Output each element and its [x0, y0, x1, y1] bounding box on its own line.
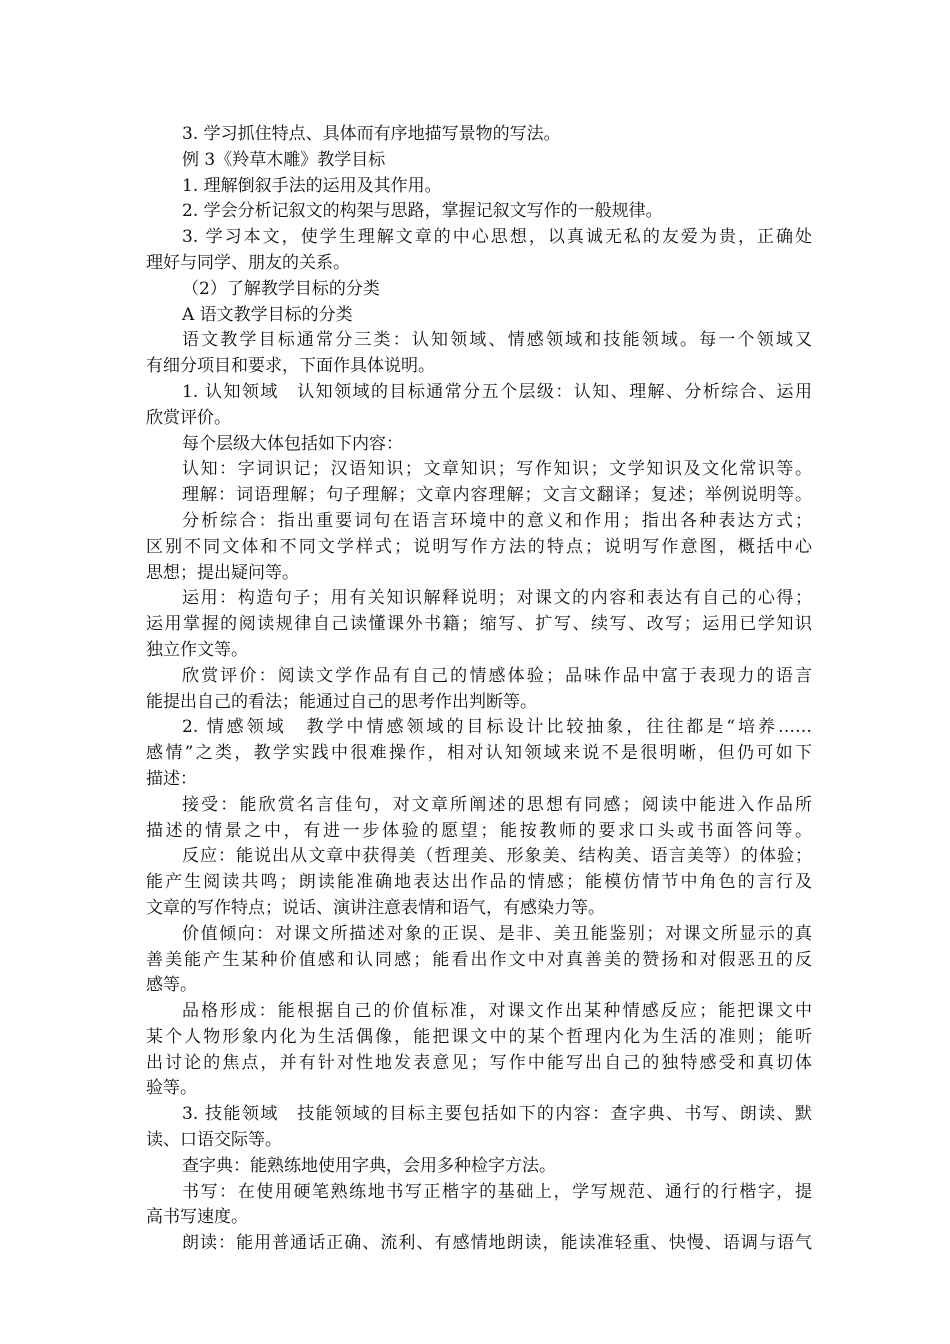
text-line: 每个层级大体包括如下内容： [182, 433, 403, 454]
text-line: 朗读：能用普通话正确、流利、有感情地朗读，能读准轻重、快慢、语调与语气 [182, 1233, 812, 1254]
text-line: 品格形成：能根据自己的价值标准，对课文作出某种情感反应；能把课文中 [182, 1001, 812, 1022]
text-line: 欣赏评价：阅读文学作品有自己的情感体验；品味作品中富于表现力的语言 [182, 665, 812, 686]
text-line: 理好与同学、朋友的关系。 [146, 252, 350, 273]
text-line: 区别不同文体和不同文学样式；说明写作方法的特点；说明写作意图，概括中心 [146, 536, 812, 557]
text-line: A 语文教学目标的分类 [182, 304, 353, 325]
text-line: （2）了解教学目标的分类 [182, 278, 380, 299]
text-line: 欣赏评价。 [146, 407, 231, 428]
text-line: 有细分项目和要求，下面作具体说明。 [146, 356, 435, 377]
text-line: 分析综合：指出重要词句在语言环境中的意义和作用；指出各种表达方式； [182, 510, 812, 531]
text-line: 文章的写作特点；说话、演讲注意表情和语气，有感染力等。 [146, 897, 605, 918]
text-line: 描述： [146, 768, 197, 789]
text-line: 某个人物形象内化为生活偶像，能把课文中的某个哲理内化为生活的准则；能听 [146, 1026, 812, 1047]
text-line: 3. 学习本文，使学生理解文章的中心思想，以真诚无私的友爱为贵，正确处 [182, 227, 812, 248]
text-line: 价值倾向：对课文所描述对象的正误、是非、美丑能鉴别；对课文所显示的真 [182, 923, 812, 944]
text-line: 2. 情感领域 教学中情感领域的目标设计比较抽象，往往都是“培养…… [182, 717, 812, 738]
text-line: 接受：能欣赏名言佳句，对文章所阐述的思想有同感；阅读中能进入作品所 [182, 794, 812, 815]
text-line: 查字典：能熟练地使用字典，会用多种检字方法。 [182, 1155, 556, 1176]
text-line: 能产生阅读共鸣；朗读能准确地表达出作品的情感；能模仿情节中角色的言行及 [146, 872, 812, 893]
text-line: 善美能产生某种价值感和认同感；能看出作文中对真善美的赞扬和对假恶丑的反 [146, 949, 812, 970]
text-line: 3. 技能领域 技能领域的目标主要包括如下的内容：查字典、书写、朗读、默 [182, 1104, 812, 1125]
text-line: 感等。 [146, 975, 197, 996]
text-line: 运用掌握的阅读规律自己读懂课外书籍；缩写、扩写、续写、改写；运用已学知识 [146, 614, 812, 635]
text-line: 验等。 [146, 1078, 197, 1099]
text-line: 高书写速度。 [146, 1207, 248, 1228]
text-line: 思想；提出疑问等。 [146, 562, 299, 583]
document-page [146, 122, 812, 1257]
text-line: 2. 学会分析记叙文的构架与思路，掌握记叙文写作的一般规律。 [182, 201, 663, 222]
text-line: 认知：字词识记；汉语知识；文章知识；写作知识；文学知识及文化常识等。 [182, 459, 812, 480]
text-line: 1. 认知领域 认知领域的目标通常分五个层级：认知、理解、分析综合、运用 [182, 381, 812, 402]
text-line: 读、口语交际等。 [146, 1130, 282, 1151]
text-line: 1. 理解倒叙手法的运用及其作用。 [182, 175, 442, 196]
text-line: 运用：构造句子；用有关知识解释说明；对课文的内容和表达有自己的心得； [182, 588, 812, 609]
text-line: 能提出自己的看法；能通过自己的思考作出判断等。 [146, 691, 537, 712]
text-line: 语文教学目标通常分三类：认知领域、情感领域和技能领域。每一个领域又 [182, 330, 812, 351]
text-line: 描述的情景之中，有进一步体验的愿望；能按教师的要求口头或书面答问等。 [146, 820, 812, 841]
text-line: 独立作文等。 [146, 639, 248, 660]
text-line: 书写：在使用硬笔熟练地书写正楷字的基础上，学写规范、通行的行楷字，提 [182, 1181, 812, 1202]
text-line: 感情”之类，教学实践中很难操作，相对认知领域来说不是很明晰，但仍可如下 [146, 743, 812, 764]
text-line: 反应：能说出从文章中获得美（哲理美、形象美、结构美、语言美等）的体验； [182, 846, 812, 867]
text-line: 3. 学习抓住特点、具体而有序地描写景物的写法。 [182, 124, 561, 144]
text-line: 理解：词语理解；句子理解；文章内容理解；文言文翻译；复述；举例说明等。 [182, 485, 812, 506]
text-line: 出讨论的焦点，并有针对性地发表意见；写作中能写出自己的独特感受和真切体 [146, 1052, 812, 1073]
text-line: 例 3《羚草木雕》教学目标 [182, 149, 386, 170]
